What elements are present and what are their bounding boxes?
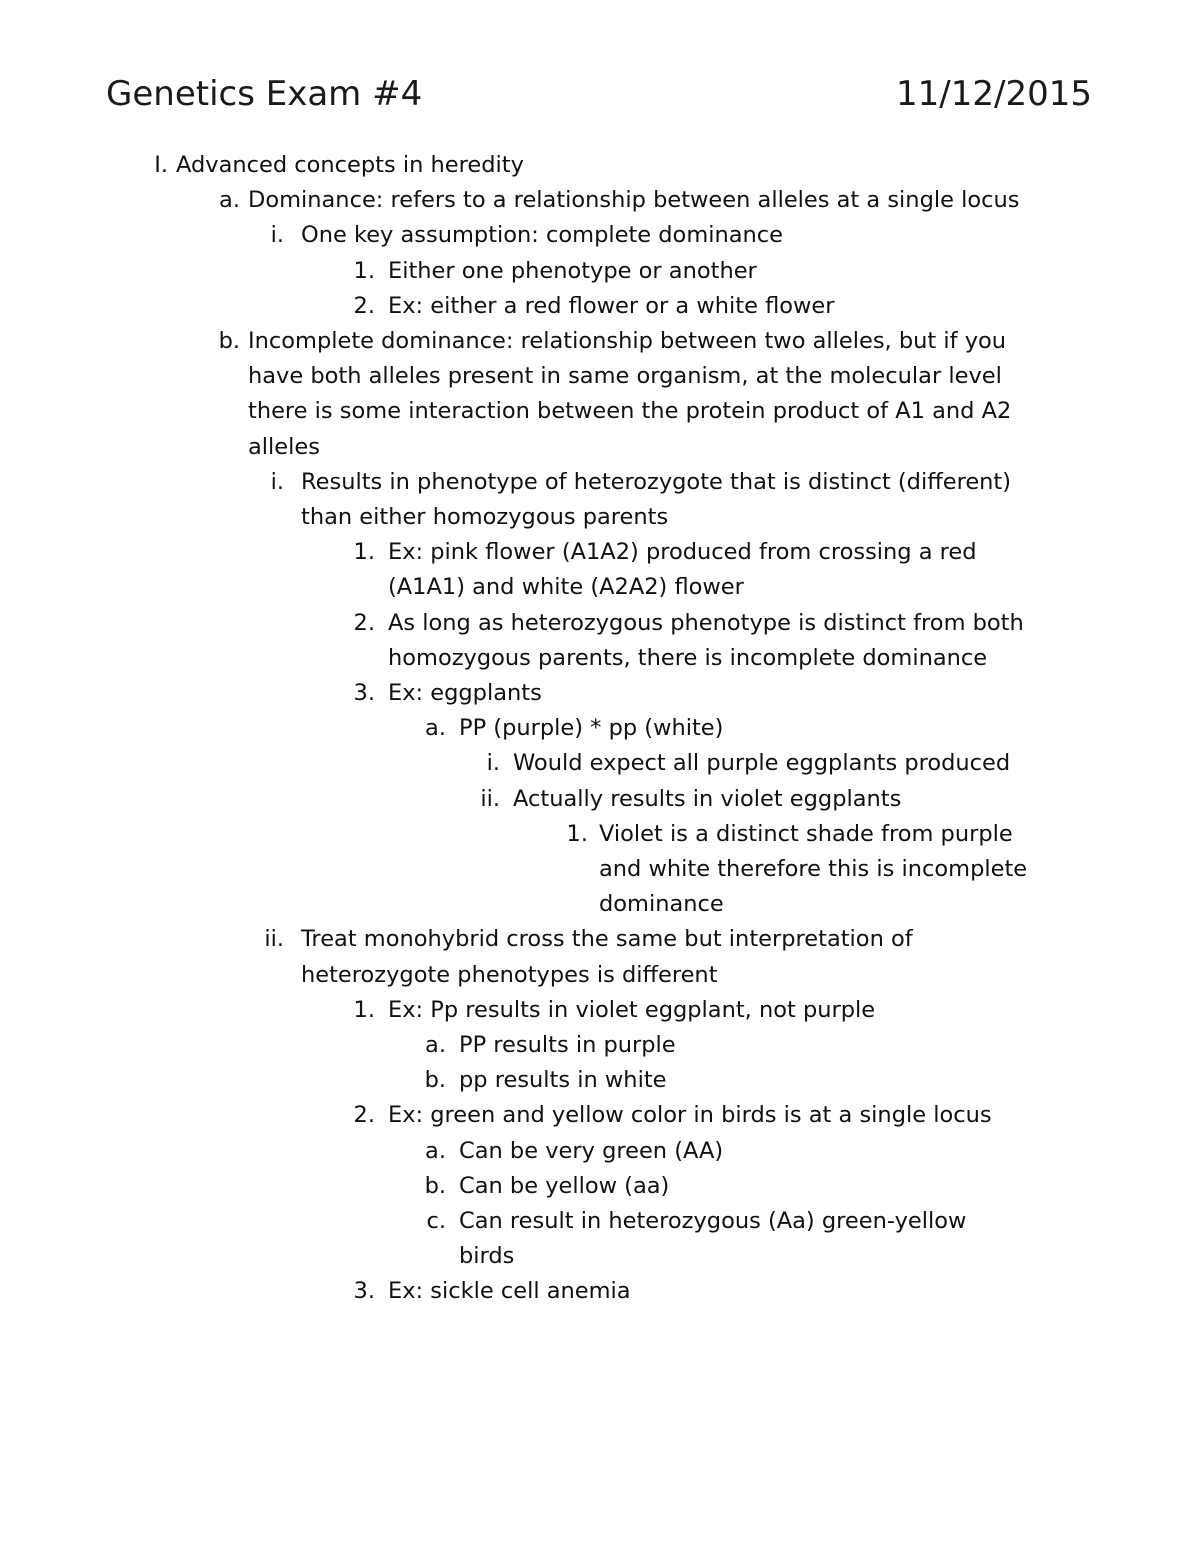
- outline-text: heterozygote phenotypes is different: [301, 961, 718, 988]
- outline-text: birds: [459, 1243, 515, 1270]
- outline-text: As long as heterozygous phenotype is distinct from both: [388, 609, 1024, 636]
- outline-marker: b.: [218, 328, 240, 354]
- outline-marker: b.: [424, 1172, 446, 1199]
- outline-text: Actually results in violet eggplants: [513, 785, 902, 812]
- outline-marker: I.: [154, 152, 168, 178]
- outline-text: (A1A1) and white (A2A2) flower: [388, 574, 744, 601]
- outline-text: One key assumption: complete dominance: [301, 222, 784, 249]
- outline-text: Can be yellow (aa): [459, 1172, 670, 1199]
- outline-text: Can be very green (AA): [459, 1137, 724, 1164]
- outline-marker: 1.: [353, 539, 375, 566]
- outline-text: Results in phenotype of heterozygote that is distinct (different): [301, 468, 1012, 495]
- outline-marker: ii.: [264, 926, 284, 953]
- outline-text: Ex: either a red flower or a white flower: [388, 292, 835, 319]
- outline-marker: a.: [425, 1032, 446, 1058]
- outline-text: alleles: [248, 433, 320, 460]
- outline-text: have both alleles present in same organism, at the molecular level: [248, 363, 1002, 390]
- outline-text: homozygous parents, there is incomplete dominance: [388, 644, 988, 671]
- outline-marker: 3.: [353, 680, 375, 706]
- outline-text: Ex: pink flower (A1A2) produced from crossing a red: [388, 539, 977, 566]
- outline-text: Would expect all purple eggplants produced: [513, 750, 1011, 777]
- outline-marker: a.: [219, 187, 240, 214]
- outline-marker: 1.: [566, 820, 588, 847]
- outline-marker: 2.: [353, 1102, 375, 1129]
- outline-marker: c.: [426, 1208, 446, 1234]
- outline-text: Ex: eggplants: [388, 680, 542, 706]
- outline-marker: i.: [486, 750, 500, 777]
- document-title: Genetics Exam #4: [106, 74, 423, 114]
- outline-text: there is some interaction between the protein product of A1 and A2: [248, 398, 1012, 425]
- outline-text: PP results in purple: [459, 1032, 676, 1058]
- outline-text: Ex: Pp results in violet eggplant, not purple: [388, 996, 876, 1023]
- outline-text: Advanced concepts in heredity: [176, 152, 524, 178]
- outline-marker: 1.: [353, 257, 375, 284]
- outline-text: Ex: sickle cell anemia: [388, 1278, 631, 1305]
- outline-text: Violet is a distinct shade from purple: [599, 820, 1013, 847]
- outline-text: Ex: green and yellow color in birds is at a single locus: [388, 1102, 992, 1129]
- outline-marker: 2.: [353, 292, 375, 319]
- outline-text: Can result in heterozygous (Aa) green-yellow: [459, 1208, 967, 1234]
- outline-marker: 1.: [353, 996, 375, 1023]
- outline-text: Treat monohybrid cross the same but interpretation of: [301, 926, 913, 953]
- outline-marker: a.: [425, 715, 446, 742]
- outline-marker: ii.: [480, 785, 500, 812]
- outline-text: PP (purple) * pp (white): [459, 715, 724, 742]
- outline-marker: i.: [270, 222, 284, 249]
- outline-text: Dominance: refers to a relationship between alleles at a single locus: [248, 187, 1020, 214]
- outline-text: pp results in white: [459, 1067, 667, 1094]
- outline-text: dominance: [599, 891, 724, 918]
- document-date: 11/12/2015: [896, 74, 1092, 114]
- outline-marker: i.: [270, 468, 284, 495]
- outline-marker: a.: [425, 1137, 446, 1164]
- outline-marker: 3.: [353, 1278, 375, 1305]
- outline-text: than either homozygous parents: [301, 504, 669, 530]
- outline-marker: 2.: [353, 609, 375, 636]
- outline-text: and white therefore this is incomplete: [599, 856, 1028, 882]
- outline-text: Incomplete dominance: relationship between two alleles, but if you: [248, 328, 1007, 354]
- outline-text: Either one phenotype or another: [388, 257, 757, 284]
- outline-marker: b.: [424, 1067, 446, 1094]
